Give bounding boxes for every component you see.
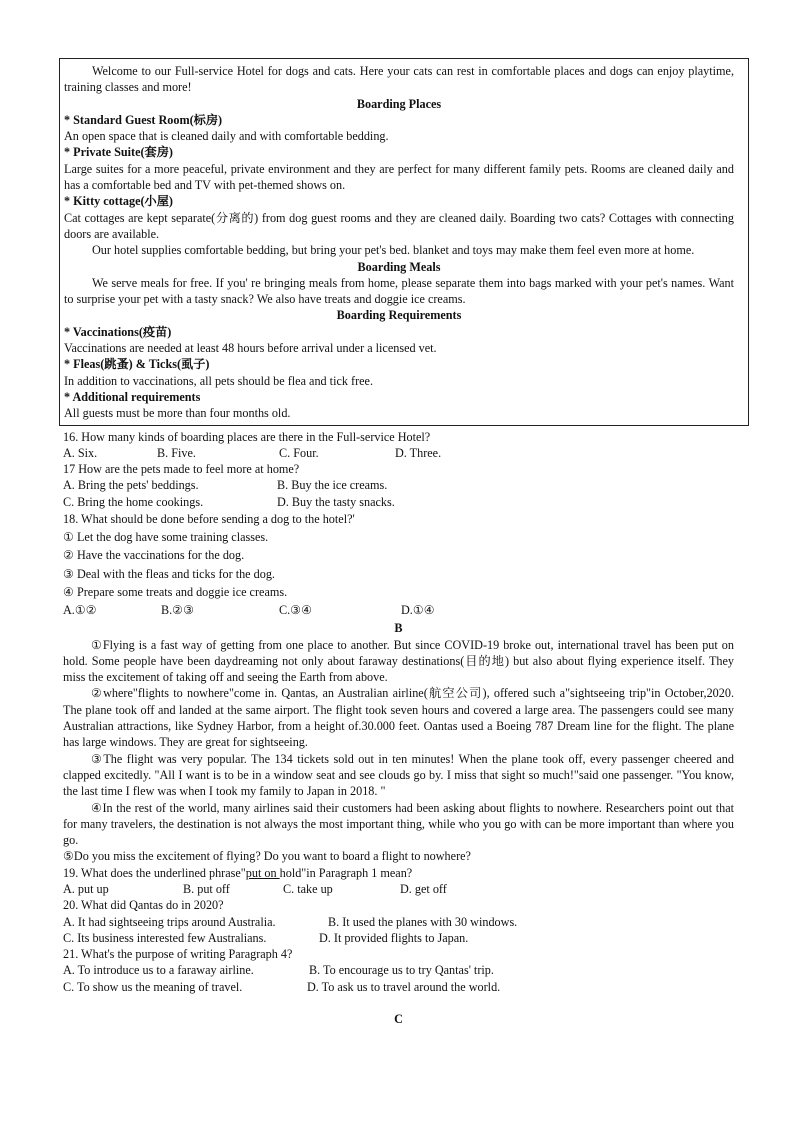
q19-underlined-phrase: put on (245, 865, 280, 880)
q18-option-d: D.①④ (401, 603, 435, 618)
q20-option-b: B. It used the planes with 30 windows. (328, 914, 518, 929)
questions-b (63, 865, 734, 995)
q18-block (63, 510, 734, 619)
q17-options-row2 (63, 494, 734, 510)
boarding-places-heading: Boarding Places (356, 96, 442, 111)
q19-option-d: D. get off (400, 881, 447, 896)
meals-text: We serve meals for free. If you' re bringing meals from home, please separate them into bags marked with your pet's names. Want to surprise your pet with a tasty snack? We also have treats and doggie ice creams. (64, 275, 734, 307)
q17-option-b: B. Buy the ice creams. (277, 478, 388, 493)
q17-option-a: A. Bring the pets' beddings. (63, 478, 199, 493)
q18-option-a: A.①② (63, 603, 97, 618)
q17-option-c: C. Bring the home cookings. (63, 494, 204, 509)
q18-statement-2: ② Have the vaccinations for the dog. (63, 548, 245, 563)
q19-option-a: A. put up (63, 881, 109, 896)
passage-b-paragraph-2: ②where"flights to nowhere"come in. Qantas, an Australian airline(航空公司), offered such a"sightseeing trip"in October,2020. The plane took off and landed at the same airport. The flight took seven hours and covered a large area. The passengers could see many Australian attractions, like Sydney Harbor, from a height of.30.000 feet. Oantas used a Boeing 787 Dream line for the flight. The plane has large windows. They are great for sightseeing. (63, 686, 734, 750)
private-suite-text: Large suites for a more peaceful, private environment and they are perfect for many different family pets. Rooms are cleaned daily and has a comfortable bed and TV with pet-themed shows on. (64, 161, 734, 193)
bedding-text: Our hotel supplies comfortable bedding, but bring your pet's bed. blanket and toys may make them feel even more at home. (92, 243, 695, 258)
q19-options (63, 881, 734, 897)
q20-option-c: C. Its business interested few Australians. (63, 930, 267, 945)
q18-statement-1: ① Let the dog have some training classes. (63, 530, 269, 545)
q16-options (63, 445, 734, 461)
kitty-cottage-text: Cat cottages are kept separate(分离的) from dog guest rooms and they are cleaned daily. Boarding two cats? Cottages with connecting doors are available. (64, 210, 734, 241)
passage-b-paragraph-3: ③The flight was very popular. The 134 tickets sold out in ten minutes! When the plane took off, every passenger cheered and clapped excitedly. "All I want is to be in a window seat and see clouds go by. I miss that sight so much!"said one passenger. "You know, the last time I flew was when I took my family to Japan in 2018. " (63, 751, 734, 799)
q21-stem: 21. What's the purpose of writing Paragraph 4? (63, 947, 293, 962)
additional-requirements-text: All guests must be more than four months old. (64, 406, 291, 421)
q19-stem-post: hold"in Paragraph 1 mean? (279, 865, 413, 880)
q20-option-d: D. It provided flights to Japan. (319, 930, 469, 945)
passage-b-paragraph-5: ⑤Do you miss the excitement of flying? Do you want to board a flight to nowhere? (63, 849, 471, 864)
fleas-ticks-title: * Fleas(跳蚤) & Ticks(虱子) (64, 357, 210, 372)
q20-options-row2 (63, 930, 734, 946)
q19-option-b: B. put off (183, 881, 230, 896)
q18-statement-3: ③ Deal with the fleas and ticks for the dog. (63, 566, 275, 581)
q16-option-d: D. Three. (395, 445, 442, 460)
q21-option-c: C. To show us the meaning of travel. (63, 979, 243, 994)
q19-option-c: C. take up (283, 881, 333, 896)
q18-stem: 18. What should be done before sending a dog to the hotel?' (63, 512, 355, 527)
q18-option-b: B.②③ (161, 603, 195, 618)
q19-stem-pre: 19. What does the underlined phrase" (63, 865, 246, 880)
passage-b (63, 637, 734, 865)
q20-stem: 20. What did Qantas do in 2020? (63, 898, 224, 913)
standard-room-text: An open space that is cleaned daily and with comfortable bedding. (64, 129, 389, 144)
q19-stem (63, 865, 734, 881)
q18-options (63, 601, 734, 619)
q16-option-a: A. Six. (63, 445, 98, 460)
kitty-cottage-title: * Kitty cottage(小屋) (64, 194, 173, 209)
fleas-ticks-text: In addition to vaccinations, all pets should be flea and tick free. (64, 373, 373, 388)
q21-option-a: A. To introduce us to a faraway airline. (63, 963, 254, 978)
additional-requirements-title: * Additional requirements (64, 389, 201, 404)
q16-option-c: C. Four. (279, 445, 319, 460)
q21-options-row2 (63, 979, 734, 995)
q18-option-c: C.③④ (279, 603, 313, 618)
passage-b-paragraph-4: ④In the rest of the world, many airlines said their customers had been asking about flights to nowhere. Researchers point out that for many travelers, the destination is not always the most important thing, while who you go with can be more important than where you go. (63, 800, 734, 848)
q18-statement-4: ④ Prepare some treats and doggie ice creams. (63, 584, 288, 599)
q16-option-b: B. Five. (157, 445, 196, 460)
private-suite-title: * Private Suite(套房) (64, 145, 173, 160)
boarding-requirements-heading: Boarding Requirements (336, 308, 462, 323)
q16-stem: 16. How many kinds of boarding places are there in the Full-service Hotel? (63, 429, 431, 444)
questions-a (63, 429, 734, 620)
q20-option-a: A. It had sightseeing trips around Australia. (63, 914, 276, 929)
q17-options-row1 (63, 477, 734, 493)
boarding-meals-heading: Boarding Meals (357, 259, 441, 274)
passage-b-paragraph-1: ①Flying is a fast way of getting from one place to another. But since COVID-19 broke out, international travel has been put on hold. Some people have been daydreaming not only about faraway destinations(目的地) but also about flying experience itself. They miss the excitement of taking off and seeing the Earth from above. (63, 637, 734, 685)
q17-stem: 17 How are the pets made to feel more at home? (63, 462, 300, 477)
q20-options-row1 (63, 914, 734, 930)
q21-options-row1 (63, 962, 734, 978)
hotel-intro: Welcome to our Full-service Hotel for dogs and cats. Here your cats can rest in comfortable places and dogs can enjoy playtime, training classes and more! (64, 64, 734, 95)
standard-room-title: * Standard Guest Room(标房) (64, 112, 223, 127)
vaccinations-title: * Vaccinations(疫苗) (64, 324, 172, 339)
q21-option-d: D. To ask us to travel around the world. (307, 979, 501, 994)
q21-option-b: B. To encourage us to try Qantas' trip. (309, 963, 494, 978)
exam-page (63, 58, 734, 1027)
vaccinations-text: Vaccinations are needed at least 48 hours before arrival under a licensed vet. (64, 341, 437, 356)
section-c-heading: C (394, 1012, 403, 1027)
section-b-heading: B (394, 621, 403, 636)
hotel-notice-box (59, 58, 749, 426)
q17-option-d: D. Buy the tasty snacks. (277, 494, 395, 509)
